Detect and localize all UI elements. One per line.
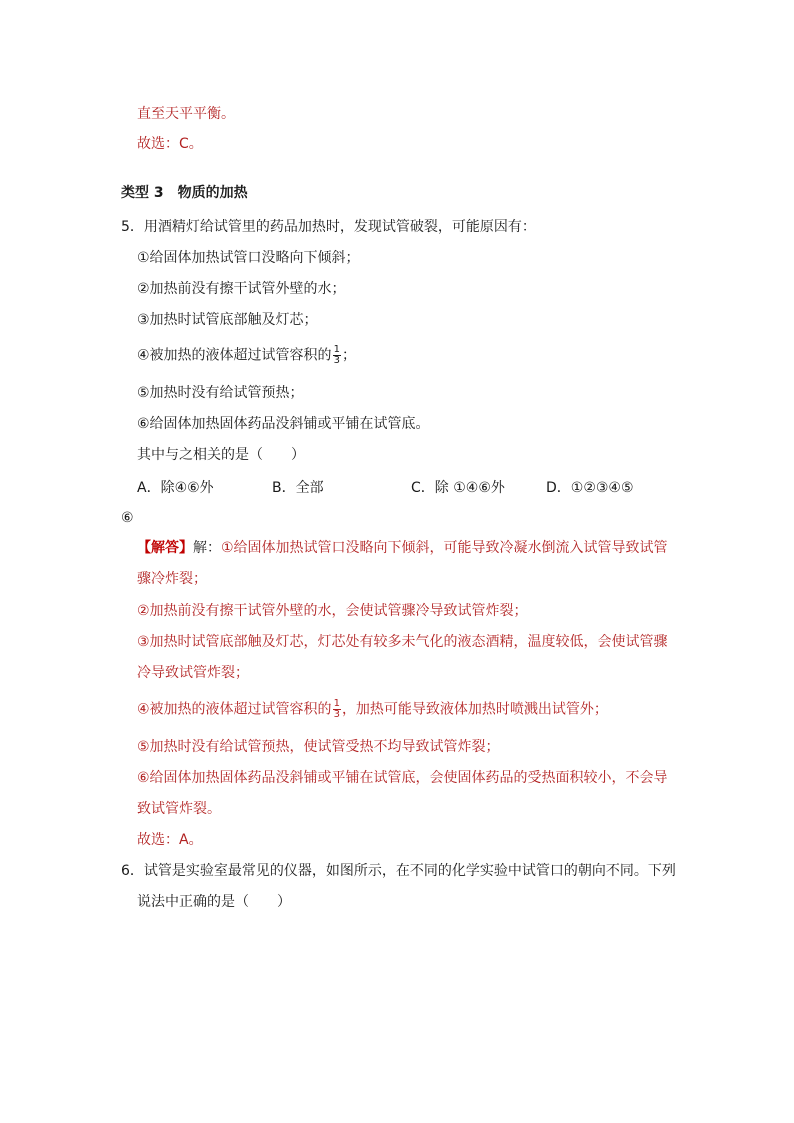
fraction-denominator: 3 [333,355,340,366]
question-6-line-2: 说法中正确的是（ ） [137,894,291,910]
solution-step-3: ③加热时试管底部触及灯芯，灯芯处有较多未气化的液态酒精，温度较低，会使试管骤 [137,634,668,650]
solution-lead: 解： [193,540,221,556]
question-5-stem: 5．用酒精灯给试管里的药品加热时，发现试管破裂，可能原因有： [121,219,536,235]
solution-step-2: ②加热前没有擦干试管外壁的水，会使试管骤冷导致试管炸裂； [137,603,528,619]
option-b: B．全部 [272,480,324,496]
q5-item-4-suffix: ； [341,347,356,364]
fraction-numerator: 1 [333,344,340,355]
solution-line-1 [137,538,668,558]
option-c: C．除 ①④⑥外 [411,480,505,496]
q5-item-3: ③加热时试管底部触及灯芯； [137,312,318,328]
q5-ask: 其中与之相关的是（ ） [137,447,305,463]
option-d-wrap: ⑥ [121,510,134,526]
option-a: A．除④⑥外 [137,480,214,496]
q5-item-4-text: ④被加热的液体超过试管容积的 [137,347,332,364]
solution-step-4-pre: ④被加热的液体超过试管容积的 [137,701,332,718]
prev-answer-choice: 故选：C。 [137,136,203,152]
solution-step-3-cont: 冷导致试管炸裂； [137,665,249,681]
fraction [333,699,341,720]
q5-item-2: ②加热前没有擦干试管外壁的水； [137,281,346,297]
q5-item-4 [137,345,356,366]
fraction-numerator: 1 [333,698,340,709]
q5-item-1: ①给固体加热试管口没略向下倾斜； [137,250,360,266]
q5-item-6: ⑥给固体加热固体药品没斜铺或平铺在试管底。 [137,416,430,432]
q5-item-5: ⑤加热时没有给试管预热； [137,385,304,401]
solution-step-6-cont: 致试管炸裂。 [137,801,221,817]
solution-step-4 [137,699,608,720]
fraction [333,345,341,366]
solution-choice: 故选：A。 [137,832,203,848]
solution-step-1: ①给固体加热试管口没略向下倾斜，可能导致冷凝水倒流入试管导致试管 [221,540,668,556]
solution-tag: 【解答】 [137,540,193,556]
solution-step-6: ⑥给固体加热固体药品没斜铺或平铺在试管底，会使固体药品的受热面积较小，不会导 [137,770,668,786]
solution-step-1-cont: 骤冷炸裂； [137,571,207,587]
section-title: 类型 3 物质的加热 [121,185,248,201]
question-6-line-1: 6．试管是实验室最常见的仪器，如图所示，在不同的化学实验中试管口的朝向不同。下列 [121,863,676,879]
option-d: D．①②③④⑤ [546,480,634,496]
solution-step-5: ⑤加热时没有给试管预热，使试管受热不均导致试管炸裂； [137,739,500,755]
prev-answer-line: 直至天平平衡。 [137,106,235,122]
fraction-denominator: 3 [333,709,340,720]
solution-step-4-post: ，加热可能导致液体加热时喷溅出试管外； [341,701,608,718]
